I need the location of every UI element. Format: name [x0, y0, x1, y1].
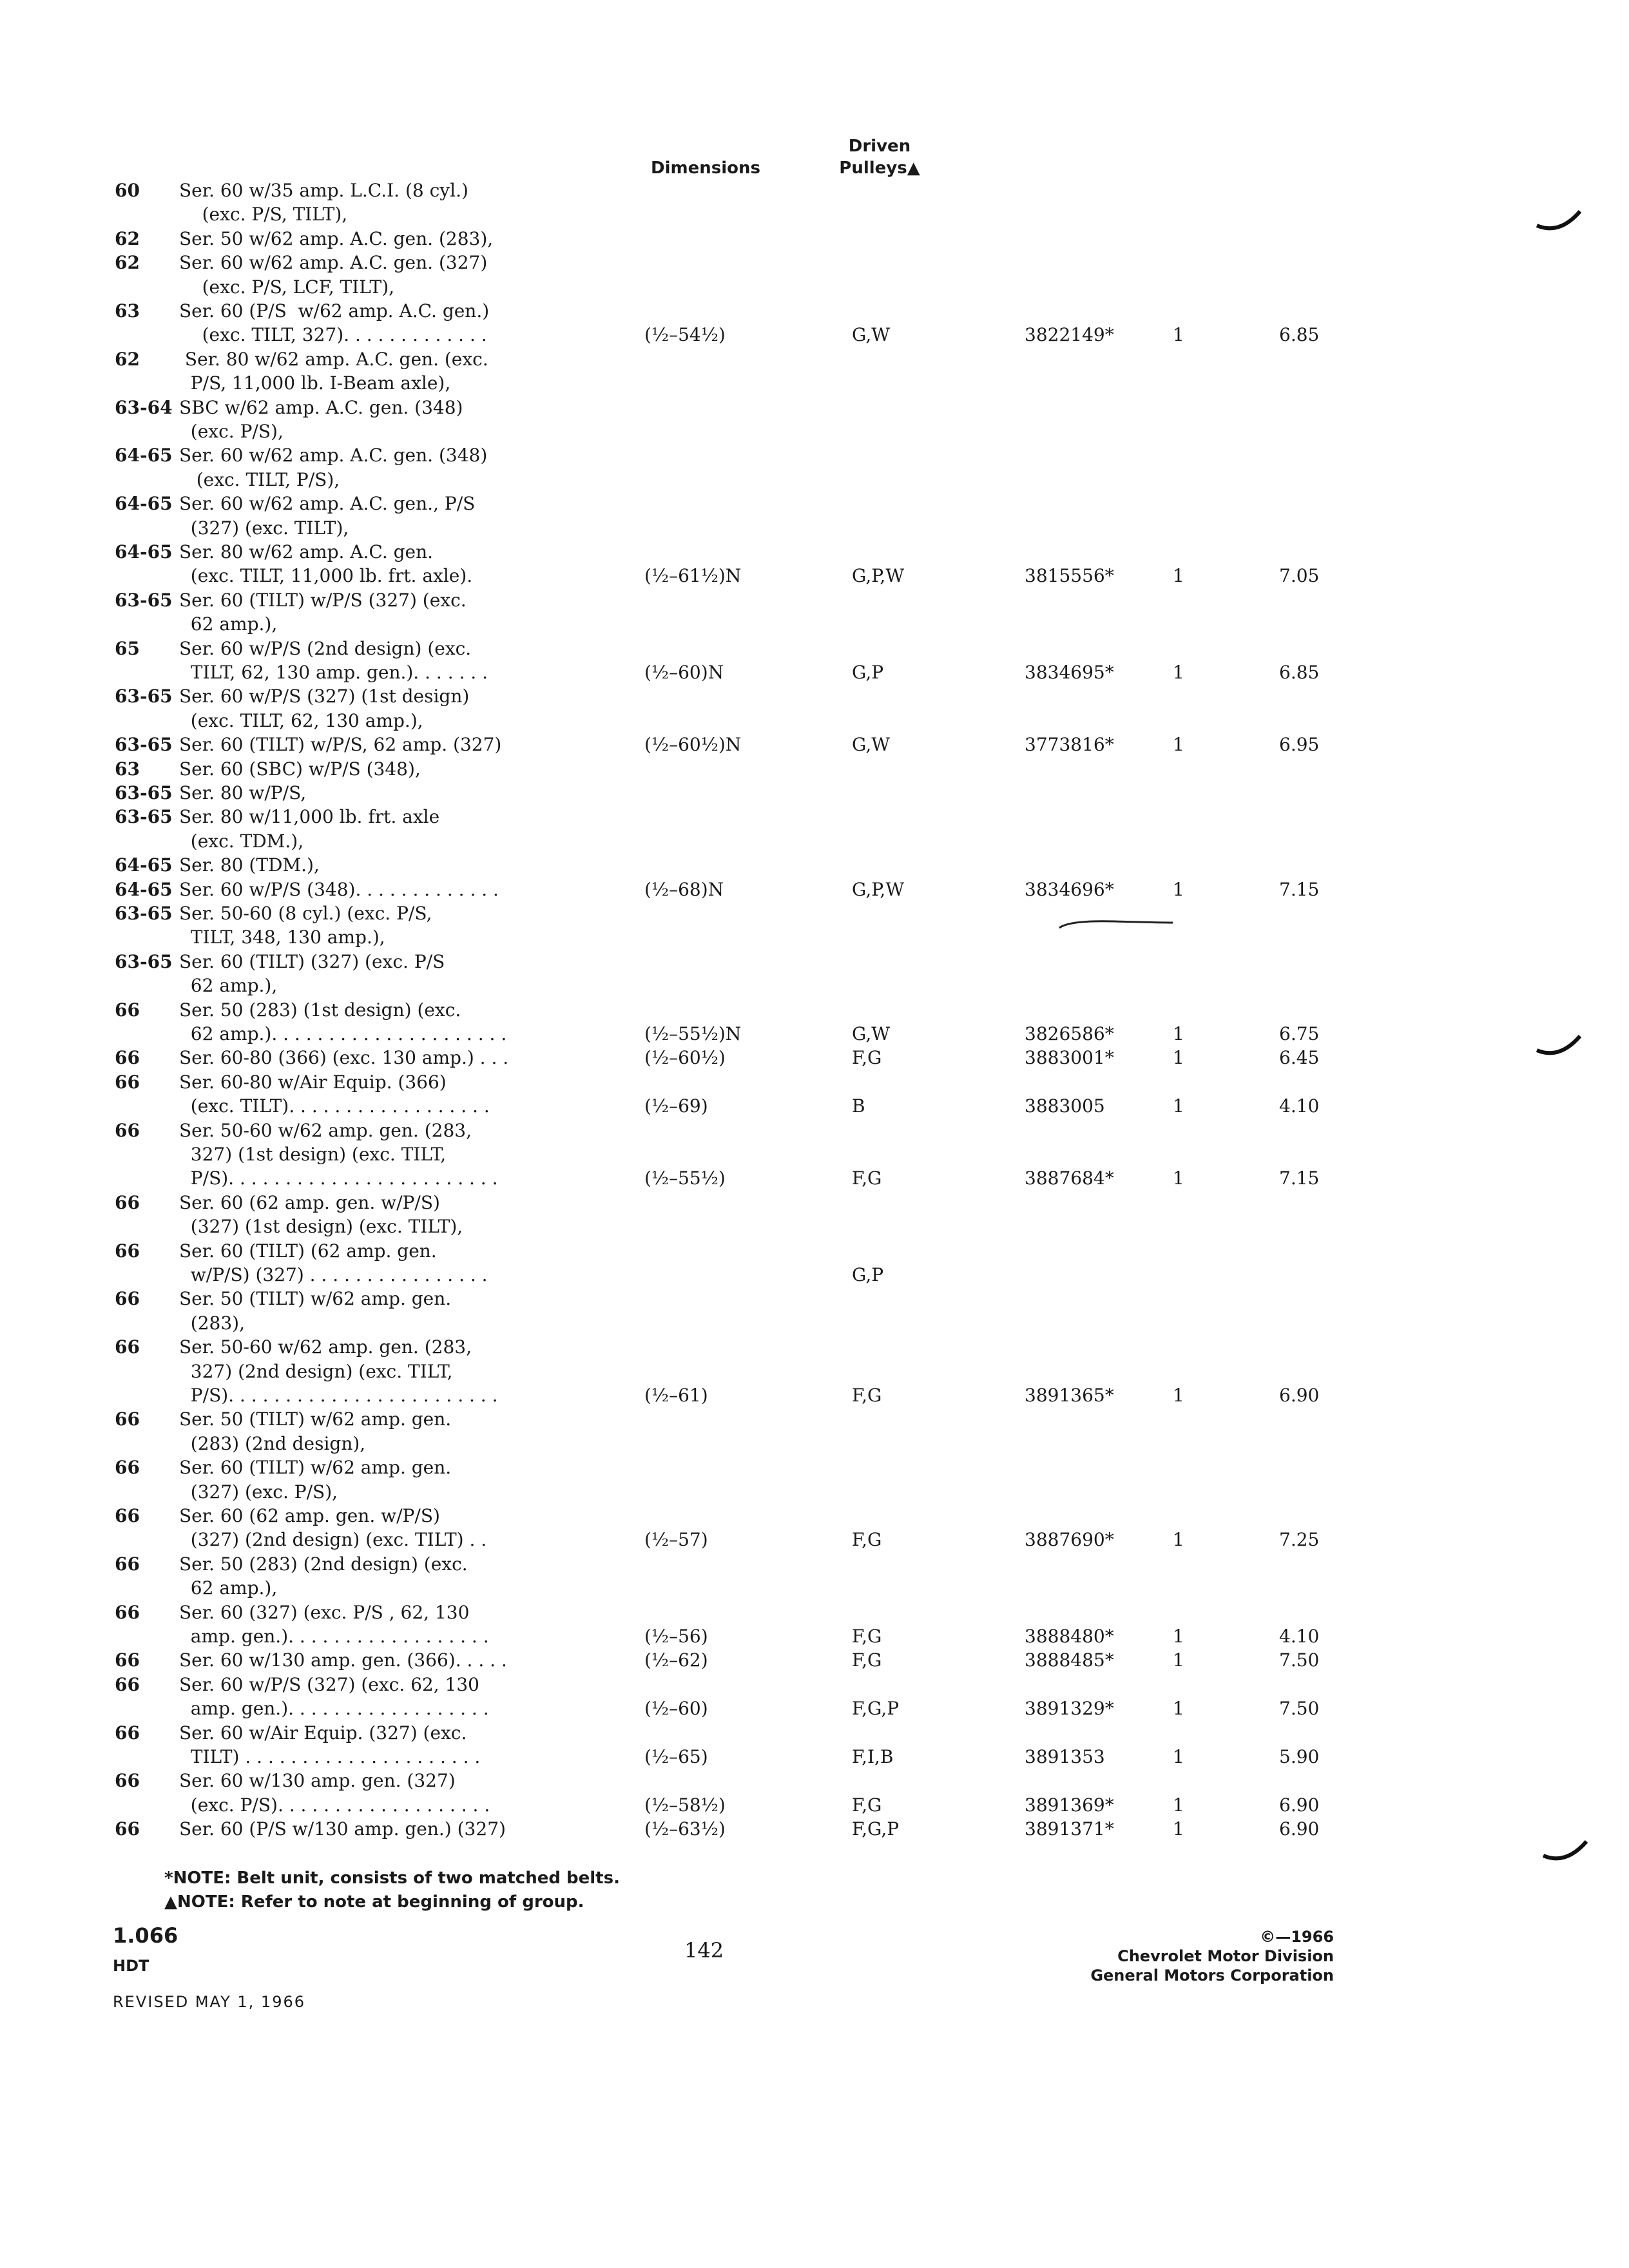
row-part-number: 3891369* [1025, 1794, 1114, 1816]
row-year: 62 [115, 252, 140, 274]
row-description: Ser. 80 w/62 amp. A.C. gen. (exc. [179, 348, 488, 370]
row-year: 64-65 [115, 493, 173, 515]
row-pulleys: F,G [852, 1047, 882, 1069]
row-part-number: 3834696* [1025, 878, 1114, 900]
row-price: 7.05 [1279, 565, 1320, 587]
row-year: 63-65 [115, 589, 173, 611]
row-year: 63-65 [115, 950, 173, 972]
row-dimensions: (½–65) [644, 1746, 708, 1767]
row-price: 6.85 [1279, 662, 1320, 683]
row-quantity: 1 [1173, 878, 1184, 900]
binder-mark-top [1534, 206, 1585, 238]
row-year: 66 [115, 1288, 140, 1310]
driven-pulleys-header [825, 135, 934, 179]
row-description: Ser. 60 w/62 amp. A.C. gen. (327) [179, 252, 488, 274]
row-year: 66 [115, 999, 140, 1021]
row-description: (exc. TDM.), [179, 830, 304, 852]
row-description: Ser. 60-80 (366) (exc. 130 amp.) . . . [179, 1047, 509, 1069]
handwritten-underline [1057, 915, 1179, 934]
row-description: (327) (2nd design) (exc. TILT) . . [179, 1529, 487, 1551]
row-description: Ser. 60 (327) (exc. P/S , 62, 130 [179, 1601, 470, 1623]
row-description: (exc. P/S), [179, 421, 284, 442]
row-pulleys: F,G,P [852, 1818, 900, 1840]
row-dimensions: (½–61½)N [644, 565, 742, 587]
row-year: 66 [115, 1649, 140, 1671]
row-quantity: 1 [1173, 1746, 1184, 1767]
row-description: Ser. 60 (TILT) w/P/S (327) (exc. [179, 589, 467, 611]
row-description: Ser. 60-80 w/Air Equip. (366) [179, 1071, 447, 1093]
row-year: 63-65 [115, 903, 173, 924]
row-description: Ser. 50 (283) (1st design) (exc. [179, 999, 461, 1021]
row-description: Ser. 50 (TILT) w/62 amp. gen. [179, 1408, 452, 1430]
row-quantity: 1 [1173, 1095, 1184, 1117]
binder-mark-bottom [1540, 1836, 1592, 1869]
row-description: Ser. 60 w/62 amp. A.C. gen., P/S [179, 493, 476, 515]
row-description: (exc. TILT). . . . . . . . . . . . . . . . . . [179, 1095, 490, 1117]
row-price: 7.50 [1279, 1649, 1320, 1671]
row-description: Ser. 80 w/62 amp. A.C. gen. [179, 541, 434, 562]
row-quantity: 1 [1173, 734, 1184, 756]
row-quantity: 1 [1173, 662, 1184, 683]
row-pulleys: F,G,P [852, 1698, 900, 1720]
row-description: Ser. 60 (TILT) (62 amp. gen. [179, 1240, 437, 1262]
row-price: 6.85 [1279, 324, 1320, 346]
row-year: 60 [115, 180, 140, 201]
row-price: 6.45 [1279, 1047, 1320, 1069]
row-description: (283), [179, 1312, 245, 1334]
row-quantity: 1 [1173, 1529, 1184, 1551]
row-year: 64-65 [115, 541, 173, 562]
row-year: 66 [115, 1722, 140, 1744]
row-price: 5.90 [1279, 1746, 1320, 1767]
row-year: 66 [115, 1553, 140, 1575]
row-price: 6.90 [1279, 1385, 1320, 1406]
note-refer: ▲NOTE: Refer to note at beginning of group. [164, 1892, 584, 1912]
row-dimensions: (½–58½) [644, 1794, 726, 1816]
row-description: Ser. 60 (62 amp. gen. w/P/S) [179, 1191, 440, 1213]
row-year: 64-65 [115, 445, 173, 466]
row-quantity: 1 [1173, 1794, 1184, 1816]
row-part-number: 3883001* [1025, 1047, 1114, 1069]
row-description: 327) (2nd design) (exc. TILT, [179, 1360, 453, 1382]
row-year: 62 [115, 227, 140, 249]
row-pulleys: F,G [852, 1794, 882, 1816]
row-pulleys: G,W [852, 734, 891, 756]
row-part-number: 3887690* [1025, 1529, 1114, 1551]
row-description: (exc. TILT, P/S), [179, 468, 340, 490]
row-pulleys: G,P [852, 662, 884, 683]
row-description: P/S). . . . . . . . . . . . . . . . . . . . . . . . [179, 1385, 498, 1406]
row-description: TILT, 62, 130 amp. gen.). . . . . . . [179, 662, 488, 683]
row-dimensions: (½–69) [644, 1095, 708, 1117]
row-description: 62 amp.), [179, 613, 278, 635]
row-year: 63-64 [115, 396, 173, 418]
row-description: TILT) . . . . . . . . . . . . . . . . . . . . . [179, 1746, 481, 1767]
row-part-number: 3887684* [1025, 1168, 1114, 1189]
row-description: Ser. 60 w/P/S (327) (exc. 62, 130 [179, 1673, 479, 1695]
row-year: 66 [115, 1408, 140, 1430]
row-dimensions: (½–57) [644, 1529, 708, 1551]
row-year: 63-65 [115, 686, 173, 707]
row-quantity: 1 [1173, 1385, 1184, 1406]
copyright: ©—1966 [1260, 1928, 1334, 1946]
row-quantity: 1 [1173, 1023, 1184, 1044]
row-quantity: 1 [1173, 1698, 1184, 1720]
row-part-number: 3883005 [1025, 1095, 1105, 1117]
row-dimensions: (½–55½)N [644, 1023, 742, 1044]
row-dimensions: (½–55½) [644, 1168, 726, 1189]
row-dimensions: (½–61) [644, 1385, 708, 1406]
row-description: (exc. TILT, 62, 130 amp.), [179, 709, 423, 731]
row-description: 62 amp.), [179, 1577, 278, 1599]
row-description: (327) (exc. TILT), [179, 517, 349, 539]
row-year: 63-65 [115, 734, 173, 756]
row-part-number: 3888480* [1025, 1626, 1114, 1647]
row-description: (exc. P/S, TILT), [179, 204, 348, 226]
row-description: P/S). . . . . . . . . . . . . . . . . . . . . . . . [179, 1168, 498, 1189]
row-year: 64-65 [115, 854, 173, 876]
row-part-number: 3822149* [1025, 324, 1114, 346]
row-description: (exc. P/S, LCF, TILT), [179, 276, 395, 298]
row-part-number: 3891329* [1025, 1698, 1114, 1720]
row-pulleys: G,P,W [852, 565, 905, 587]
row-year: 66 [115, 1770, 140, 1792]
row-pulleys: F,G [852, 1385, 882, 1406]
row-pulleys: B [852, 1095, 865, 1117]
row-description: Ser. 60 w/130 amp. gen. (327) [179, 1770, 456, 1792]
row-price: 6.90 [1279, 1818, 1320, 1840]
row-price: 6.90 [1279, 1794, 1320, 1816]
row-description: P/S, 11,000 lb. I-Beam axle), [179, 372, 451, 394]
row-description: Ser. 60 (TILT) w/P/S, 62 amp. (327) [179, 734, 502, 756]
note-belt-unit: *NOTE: Belt unit, consists of two matched belts. [164, 1869, 620, 1888]
row-description: 62 amp.). . . . . . . . . . . . . . . . . . . . . [179, 1023, 507, 1044]
page-number: 142 [684, 1938, 724, 1963]
row-pulleys: F,G [852, 1649, 882, 1671]
row-description: Ser. 60 (TILT) (327) (exc. P/S [179, 950, 445, 972]
row-description: (327) (exc. P/S), [179, 1481, 338, 1503]
row-pulleys: F,I,B [852, 1746, 894, 1767]
row-year: 66 [115, 1191, 140, 1213]
row-description: Ser. 60 w/130 amp. gen. (366). . . . . [179, 1649, 507, 1671]
row-price: 7.15 [1279, 1168, 1320, 1189]
row-description: Ser. 50 w/62 amp. A.C. gen. (283), [179, 227, 494, 249]
row-dimensions: (½–60) [644, 1698, 708, 1720]
row-dimensions: (½–54½) [644, 324, 726, 346]
row-description: Ser. 50 (TILT) w/62 amp. gen. [179, 1288, 452, 1310]
row-description: (exc. TILT, 11,000 lb. frt. axle). [179, 565, 473, 587]
row-description: (exc. TILT, 327). . . . . . . . . . . . . [179, 324, 487, 346]
row-description: Ser. 60 (TILT) w/62 amp. gen. [179, 1457, 452, 1479]
row-part-number: 3834695* [1025, 662, 1114, 683]
row-pulleys: F,G [852, 1626, 882, 1647]
row-price: 7.50 [1279, 1698, 1320, 1720]
row-quantity: 1 [1173, 1818, 1184, 1840]
row-description: 327) (1st design) (exc. TILT, [179, 1144, 447, 1165]
row-description: Ser. 60 (SBC) w/P/S (348), [179, 758, 421, 780]
row-price: 7.25 [1279, 1529, 1320, 1551]
row-year: 66 [115, 1071, 140, 1093]
row-year: 66 [115, 1047, 140, 1069]
row-year: 66 [115, 1601, 140, 1623]
row-description: Ser. 50-60 (8 cyl.) (exc. P/S, [179, 903, 432, 924]
row-year: 63 [115, 300, 140, 322]
row-description: Ser. 50-60 w/62 amp. gen. (283, [179, 1336, 472, 1358]
row-description: Ser. 50 (283) (2nd design) (exc. [179, 1553, 468, 1575]
row-year: 66 [115, 1818, 140, 1840]
row-pulleys: G,P,W [852, 878, 905, 900]
row-part-number: 3891353 [1025, 1746, 1105, 1767]
row-description: Ser. 60 w/P/S (2nd design) (exc. [179, 637, 472, 659]
row-year: 66 [115, 1673, 140, 1695]
row-part-number: 3773816* [1025, 734, 1114, 756]
corporation-name: General Motors Corporation [1090, 1966, 1334, 1984]
row-description: Ser. 60 w/35 amp. L.C.I. (8 cyl.) [179, 180, 468, 201]
row-year: 66 [115, 1505, 140, 1526]
row-description: (exc. P/S). . . . . . . . . . . . . . . . . . . [179, 1794, 490, 1816]
row-description: Ser. 80 w/11,000 lb. frt. axle [179, 806, 440, 828]
row-price: 4.10 [1279, 1626, 1320, 1647]
row-description: 62 amp.), [179, 975, 278, 997]
revised-date: REVISED MAY 1, 1966 [113, 1993, 305, 2011]
dimensions-header: Dimensions [651, 159, 760, 178]
row-quantity: 1 [1173, 565, 1184, 587]
binder-mark-middle [1534, 1031, 1585, 1063]
row-description: w/P/S) (327) . . . . . . . . . . . . . . . . [179, 1264, 488, 1285]
row-description: (327) (1st design) (exc. TILT), [179, 1216, 463, 1238]
row-price: 6.95 [1279, 734, 1320, 756]
section-number: 1.066 [113, 1923, 178, 1948]
row-year: 63-65 [115, 806, 173, 828]
row-pulleys: G,W [852, 324, 891, 346]
row-year: 63 [115, 758, 140, 780]
row-part-number: 3888485* [1025, 1649, 1114, 1671]
row-pulleys: F,G [852, 1529, 882, 1551]
row-part-number: 3891365* [1025, 1385, 1114, 1406]
row-description: Ser. 60 (P/S w/62 amp. A.C. gen.) [179, 300, 490, 322]
row-year: 66 [115, 1336, 140, 1358]
row-quantity: 1 [1173, 324, 1184, 346]
row-price: 4.10 [1279, 1095, 1320, 1117]
row-dimensions: (½–62) [644, 1649, 708, 1671]
row-part-number: 3891371* [1025, 1818, 1114, 1840]
row-dimensions: (½–60½)N [644, 734, 742, 756]
row-price: 6.75 [1279, 1023, 1320, 1044]
division-name: Chevrolet Motor Division [1117, 1947, 1334, 1965]
row-dimensions: (½–68)N [644, 878, 724, 900]
row-year: 64-65 [115, 878, 173, 900]
row-year: 66 [115, 1119, 140, 1141]
section-code: HDT [113, 1957, 149, 1975]
row-dimensions: (½–60)N [644, 662, 724, 683]
row-description: Ser. 60 (62 amp. gen. w/P/S) [179, 1505, 440, 1526]
driven-header-line1: Driven [848, 137, 911, 156]
row-price: 7.15 [1279, 878, 1320, 900]
row-year: 63-65 [115, 782, 173, 803]
row-quantity: 1 [1173, 1649, 1184, 1671]
row-description: Ser. 80 w/P/S, [179, 782, 307, 803]
row-description: Ser. 60 w/62 amp. A.C. gen. (348) [179, 445, 488, 466]
row-dimensions: (½–56) [644, 1626, 708, 1647]
row-description: Ser. 60 w/Air Equip. (327) (exc. [179, 1722, 467, 1744]
row-quantity: 1 [1173, 1168, 1184, 1189]
row-year: 62 [115, 348, 140, 370]
row-dimensions: (½–63½) [644, 1818, 726, 1840]
row-description: Ser. 60 w/P/S (327) (1st design) [179, 686, 470, 707]
row-description: amp. gen.). . . . . . . . . . . . . . . . . . [179, 1698, 489, 1720]
row-pulleys: F,G [852, 1168, 882, 1189]
row-year: 66 [115, 1457, 140, 1479]
row-dimensions: (½–60½) [644, 1047, 726, 1069]
row-description: Ser. 50-60 w/62 amp. gen. (283, [179, 1119, 472, 1141]
row-pulleys: G,W [852, 1023, 891, 1044]
row-quantity: 1 [1173, 1626, 1184, 1647]
row-description: TILT, 348, 130 amp.), [179, 927, 385, 948]
row-year: 65 [115, 637, 140, 659]
row-description: Ser. 60 w/P/S (348). . . . . . . . . . . . . [179, 878, 499, 900]
row-description: Ser. 60 (P/S w/130 amp. gen.) (327) [179, 1818, 506, 1840]
row-pulleys: G,P [852, 1264, 884, 1285]
row-description: SBC w/62 amp. A.C. gen. (348) [179, 396, 463, 418]
row-description: (283) (2nd design), [179, 1432, 366, 1454]
row-description: Ser. 80 (TDM.), [179, 854, 320, 876]
row-quantity: 1 [1173, 1047, 1184, 1069]
driven-header-line2: Pulleys▲ [839, 159, 920, 178]
row-year: 66 [115, 1240, 140, 1262]
row-part-number: 3815556* [1025, 565, 1114, 587]
row-description: amp. gen.). . . . . . . . . . . . . . . . . . [179, 1626, 489, 1647]
row-part-number: 3826586* [1025, 1023, 1114, 1044]
